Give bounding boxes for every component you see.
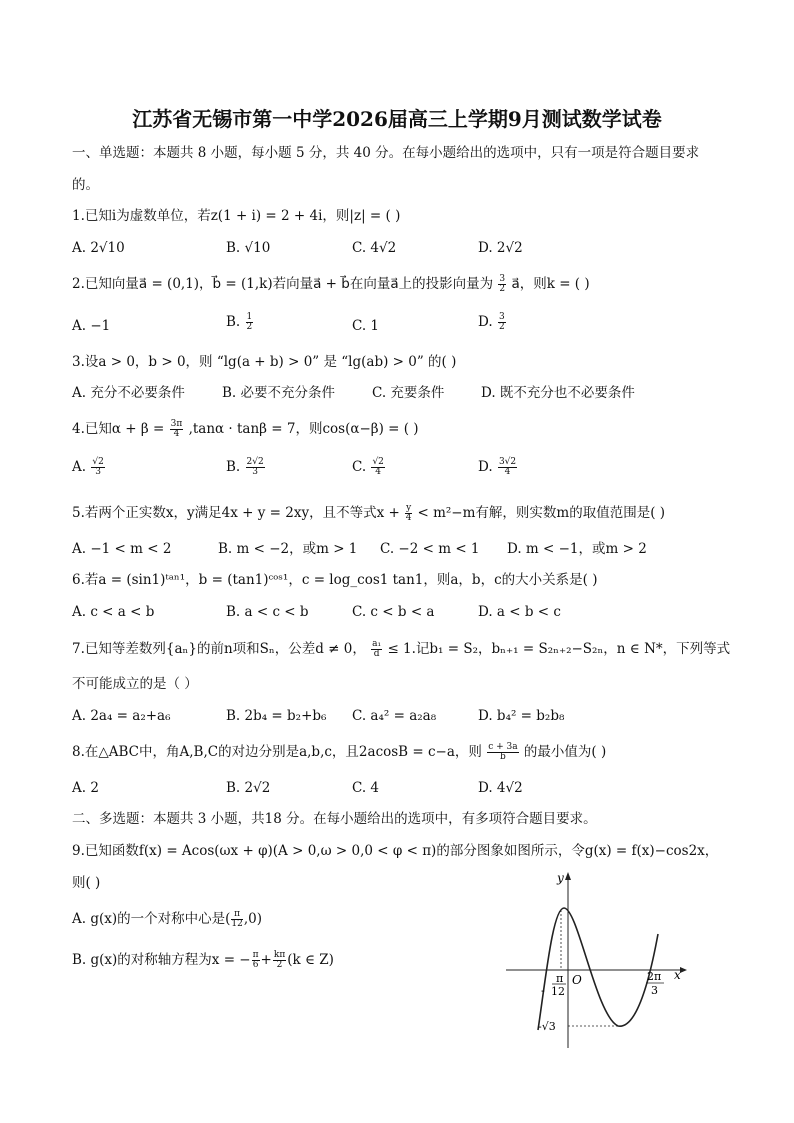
q6-option-a: A. c < a < b [72, 604, 155, 620]
q1-option-d: D. 2√2 [478, 240, 523, 256]
q7-option-c: C. a₄² = a₂a₈ [352, 708, 437, 724]
q9-option-b-num2: kπ [273, 950, 286, 960]
q7-frac-num: a₁ [372, 639, 382, 649]
q5-frac-den: 4 [405, 513, 412, 523]
q2-option-d-num: 3 [498, 312, 505, 322]
tick-right-den: 3 [651, 984, 658, 997]
q7-stem-cont: 不可能成立的是（ ） [72, 676, 198, 692]
q1-stem: 1.已知i为虚数单位，若z(1 + i) = 2 + 4i，则|z| = ( ) [72, 208, 401, 224]
q4-option-b [226, 458, 266, 477]
q5-option-a: A. −1 < m < 2 [72, 541, 172, 557]
q4-frac-num: 3π [170, 419, 183, 429]
q8-frac-den: b [500, 752, 506, 762]
q2-option-c: C. 1 [352, 318, 380, 334]
q4-option-c-num: √2 [372, 457, 384, 467]
page-title: 江苏省无锡市第一中学2026届高三上学期9月测试数学试卷 [132, 107, 662, 131]
q9-option-a [72, 910, 262, 929]
q4-fraction [170, 420, 184, 439]
q7-option-d: D. b₄² = b₂b₈ [478, 708, 565, 724]
q2-fraction [498, 275, 506, 294]
q4-option-b-den: 3 [252, 467, 258, 477]
q9-stem-cont: 则( ) [72, 875, 101, 891]
q1-option-b: B. √10 [226, 240, 271, 256]
q3-option-b: B. 必要不充分条件 [222, 385, 336, 401]
q2-option-b [226, 313, 254, 332]
cosine-curve [538, 908, 658, 1030]
q4-option-d-frac [498, 458, 517, 477]
q8-option-d: D. 4√2 [478, 780, 523, 796]
q4-option-d-den: 4 [504, 467, 511, 477]
x-axis-arrow [680, 967, 687, 973]
origin-label: O [572, 973, 582, 987]
q1-option-a: A. 2√10 [72, 240, 125, 256]
q9-option-a-frac [231, 910, 242, 929]
q8-frac-num: c + 3a [488, 742, 518, 752]
q9-option-b-frac2 [273, 951, 286, 970]
q5-option-d: D. m < −1，或m > 2 [507, 541, 647, 557]
q2-option-d-frac [498, 313, 506, 332]
q7-option-a: A. 2a₄ = a₂+a₆ [72, 708, 171, 724]
q4-stem-pre: 4.已知α + β = [72, 421, 165, 437]
q7-option-b: B. 2b₄ = b₂+b₆ [226, 708, 327, 724]
q4-option-b-frac [246, 458, 265, 477]
q8-stem [72, 743, 606, 762]
q4-option-a [72, 458, 106, 477]
q8-stem-pre: 8.在△ABC中，角A,B,C的对边分别是a,b,c，且2acosB = c−a，则 [72, 744, 482, 760]
q5-option-c: C. −2 < m < 1 [380, 541, 480, 557]
q4-option-c [352, 458, 386, 477]
q5-option-b: B. m < −2，或m > 1 [218, 541, 358, 557]
x-axis-label: x [674, 968, 681, 982]
q4-option-c-frac [371, 458, 384, 477]
q7-stem-pre: 7.已知等差数列{aₙ}的前n项和Sₙ，公差d ≠ 0， [72, 641, 366, 657]
q9-stem: 9.已知函数f(x) = Acos(ωx + φ)(A > 0,ω > 0,0 < φ < π)的部分图象如图所示，令g(x) = f(x)−cos2x， [72, 843, 719, 859]
q2-frac-den: 2 [499, 284, 506, 294]
q9-option-b-plus: + [260, 952, 272, 968]
q2-option-b-frac [246, 313, 254, 332]
q5-fraction [405, 504, 412, 523]
q4-option-a-frac [91, 458, 104, 477]
q9-option-a-num: π [231, 910, 242, 920]
section1-heading-cont: 的。 [72, 177, 99, 193]
q4-option-d-label: D. [478, 459, 493, 475]
q9-option-b-pre: B. g(x)的对称轴方程为x = − [72, 952, 251, 968]
q4-option-a-label: A. [72, 459, 87, 475]
q5-frac-num: y [406, 503, 412, 513]
q8-option-c: C. 4 [352, 780, 380, 796]
q2-option-d-den: 2 [498, 322, 505, 332]
q9-option-b-frac1 [252, 951, 260, 970]
y-tick-label: -√3 [538, 1020, 556, 1033]
q2-option-a: A. −1 [72, 318, 111, 334]
y-axis-arrow [565, 872, 571, 880]
q4-option-a-den: 3 [95, 467, 101, 477]
q4-option-b-label: B. [226, 459, 241, 475]
y-axis-label: y [557, 871, 564, 885]
q4-stem [72, 420, 419, 439]
q4-option-d-num: 3√2 [498, 457, 517, 467]
q4-option-d [478, 458, 518, 477]
q2-stem-pre: 2.已知向量a⃗ = (0,1)，b⃗ = (1,k)若向量a⃗ + b⃗在向量a⃗上的投影向量为 [72, 276, 494, 292]
q6-option-c: C. c < b < a [352, 604, 435, 620]
q9-option-b-num1: π [252, 950, 259, 960]
q7-stem [72, 640, 730, 659]
q8-option-a: A. 2 [72, 780, 99, 796]
q3-option-a: A. 充分不必要条件 [72, 385, 185, 401]
tick-left-sign: - [541, 984, 545, 997]
q9-option-a-pre: A. g(x)的一个对称中心是( [72, 911, 231, 927]
tick-left-den: 12 [551, 985, 565, 998]
q9-option-b [72, 951, 334, 970]
q1-option-c: C. 4√2 [352, 240, 397, 256]
q9-option-a-post: ,0) [243, 911, 262, 927]
q2-option-b-label: B. [226, 314, 241, 330]
q4-option-b-num: 2√2 [246, 457, 264, 467]
section2-heading: 二、多选题：本题共 3 小题，共18 分。在每小题给出的选项中，有多项符合题目要求。 [72, 811, 597, 827]
q4-option-c-label: C. [352, 459, 367, 475]
q5-stem [72, 504, 665, 523]
tick-right-num: 2π [647, 970, 662, 983]
q4-option-c-den: 4 [375, 467, 382, 477]
q7-frac-den: d [373, 649, 380, 659]
q3-option-c: C. 充要条件 [372, 385, 445, 401]
q8-option-b: B. 2√2 [226, 780, 271, 796]
q5-stem-pre: 5.若两个正实数x，y满足4x + y = 2xy，且不等式x + [72, 505, 400, 521]
q8-stem-post: 的最小值为( ) [523, 744, 607, 760]
q4-stem-post: ,tanα · tanβ = 7，则cos(α−β) = ( ) [188, 421, 419, 437]
q3-option-d: D. 既不充分也不必要条件 [481, 385, 635, 401]
q2-stem-post: a⃗，则k = ( ) [511, 276, 590, 292]
q8-fraction [487, 743, 518, 762]
q9-option-a-den: 12 [231, 919, 243, 929]
q6-option-d: D. a < b < c [478, 604, 561, 620]
section1-heading: 一、单选题：本题共 8 小题，每小题 5 分，共 40 分。在每小题给出的选项中，只有一项是符合题目要求 [72, 145, 700, 161]
q7-fraction [371, 640, 382, 659]
q9-option-b-den1: 6 [252, 960, 259, 970]
q2-option-b-num: 1 [246, 312, 253, 322]
q2-option-b-den: 2 [246, 322, 253, 332]
q4-option-a-num: √2 [92, 457, 104, 467]
q2-stem [72, 275, 590, 294]
q9-option-b-den2: 2 [276, 960, 283, 970]
tick-left-num: π [556, 972, 564, 985]
q3-stem: 3.设a > 0，b > 0，则 “lg(a + b) > 0” 是 “lg(ab) > 0” 的( ) [72, 354, 457, 370]
q5-stem-post: < m²−m有解，则实数m的取值范围是( ) [417, 505, 666, 521]
q6-option-b: B. a < c < b [226, 604, 309, 620]
q2-option-d-label: D. [478, 314, 493, 330]
q9-option-b-post: (k ∈ Z) [287, 952, 334, 968]
q6-stem: 6.若a = (sin1)ᵗᵃⁿ¹，b = (tan1)ᶜᵒˢ¹，c = log_cos1 tan1，则a，b，c的大小关系是( ) [72, 572, 598, 588]
q2-frac-num: 3 [499, 274, 506, 284]
q7-stem-post: ≤ 1.记b₁ = S₂，bₙ₊₁ = S₂ₙ₊₂−S₂ₙ，n ∈ N*，下列等式 [387, 641, 731, 657]
q2-option-d [478, 313, 507, 332]
function-graph [498, 866, 698, 1051]
q4-frac-den: 4 [173, 429, 180, 439]
